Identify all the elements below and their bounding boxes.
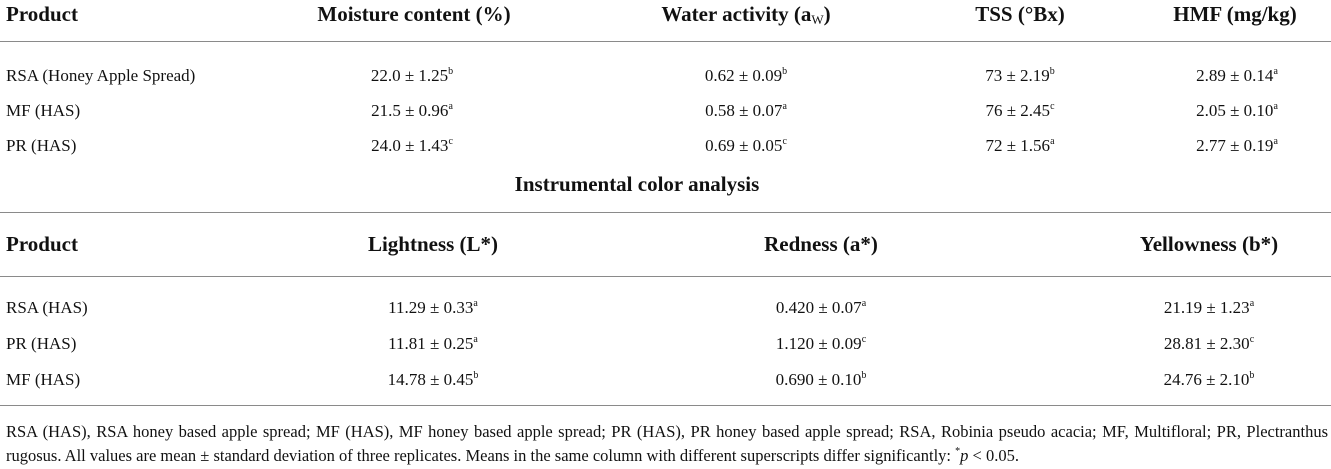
product-name: MF (HAS) — [6, 101, 81, 120]
moisture-value: 21.5 ± 0.96$^a$ — [371, 101, 453, 120]
hmf-value: 2.89 ± 0.14$^a$ — [1196, 66, 1278, 85]
t2-header-yellowness: Yellowness (b*) — [1139, 232, 1279, 256]
tss-value: 72 ± 1.56$^a$ — [985, 136, 1055, 155]
hmf-value: 2.77 ± 0.19$^a$ — [1196, 136, 1278, 155]
moisture-value: 22.0 ± 1.25$^b$ — [370, 66, 454, 85]
t2-header-lightness: Lightness (L*) — [367, 232, 499, 256]
yellowness-value: 21.19 ± 1.23$^a$ — [1163, 298, 1255, 317]
product-name: RSA (Honey Apple Spread) — [6, 66, 196, 85]
t2-header-redness: Redness (a*) — [764, 232, 878, 256]
product-name: RSA (HAS) — [6, 298, 88, 317]
lightness-value: 11.81 ± 0.25$^a$ — [388, 334, 478, 353]
t1-header-rule — [0, 41, 1331, 42]
moisture-value: 24.0 ± 1.43$^c$ — [371, 136, 453, 155]
t2-header-rule — [0, 276, 1331, 277]
t2-top-rule — [0, 212, 1331, 213]
table-footnote: RSA (HAS), RSA honey based apple spread; MF (HAS), MF honey based apple spread; PR (HAS), PR honey based apple spread; RSA, Robinia pseudo acacia; MF, Multifloral; PR, Plectranthus rugosus. All values are mean ± standard deviation of three replicates. Means in the same column with different superscripts differ significantly: *p < 0.05. — [6, 422, 1328, 465]
tss-value: 73 ± 2.19$^b$ — [985, 66, 1055, 85]
t2-header-product: Product — [6, 232, 78, 256]
t1-header-water-activity: Water activity $(a_W)$ — [661, 2, 831, 27]
water-activity-value: 0.58 ± 0.07$^a$ — [705, 101, 787, 120]
tss-value: 76 ± 2.45$^c$ — [985, 101, 1055, 120]
t1-header-hmf: HMF (mg/kg) — [1173, 2, 1297, 26]
t1-header-tss: TSS (°Bx) — [975, 2, 1065, 26]
water-activity-value: 0.62 ± 0.09$^b$ — [704, 66, 788, 85]
t1-header-moisture: Moisture content (%) — [317, 2, 511, 26]
yellowness-value: 28.81 ± 2.30$^c$ — [1163, 334, 1255, 353]
lightness-value: 11.29 ± 0.33$^a$ — [388, 298, 478, 317]
product-name: MF (HAS) — [6, 370, 81, 389]
redness-value: 0.420 ± 0.07$^a$ — [775, 298, 867, 317]
yellowness-value: 24.76 ± 2.10$^b$ — [1163, 370, 1255, 389]
t1-header-product: Product — [6, 2, 78, 26]
product-name: PR (HAS) — [6, 334, 77, 353]
redness-value: 0.690 ± 0.10$^b$ — [775, 370, 867, 389]
redness-value: 1.120 ± 0.09$^c$ — [775, 334, 867, 353]
lightness-value: 14.78 ± 0.45$^b$ — [387, 370, 479, 389]
section-title: Instrumental color analysis — [514, 172, 760, 196]
water-activity-value: 0.69 ± 0.05$^c$ — [705, 136, 787, 155]
product-name: PR (HAS) — [6, 136, 77, 155]
hmf-value: 2.05 ± 0.10$^a$ — [1196, 101, 1278, 120]
t2-bottom-rule — [0, 405, 1331, 406]
